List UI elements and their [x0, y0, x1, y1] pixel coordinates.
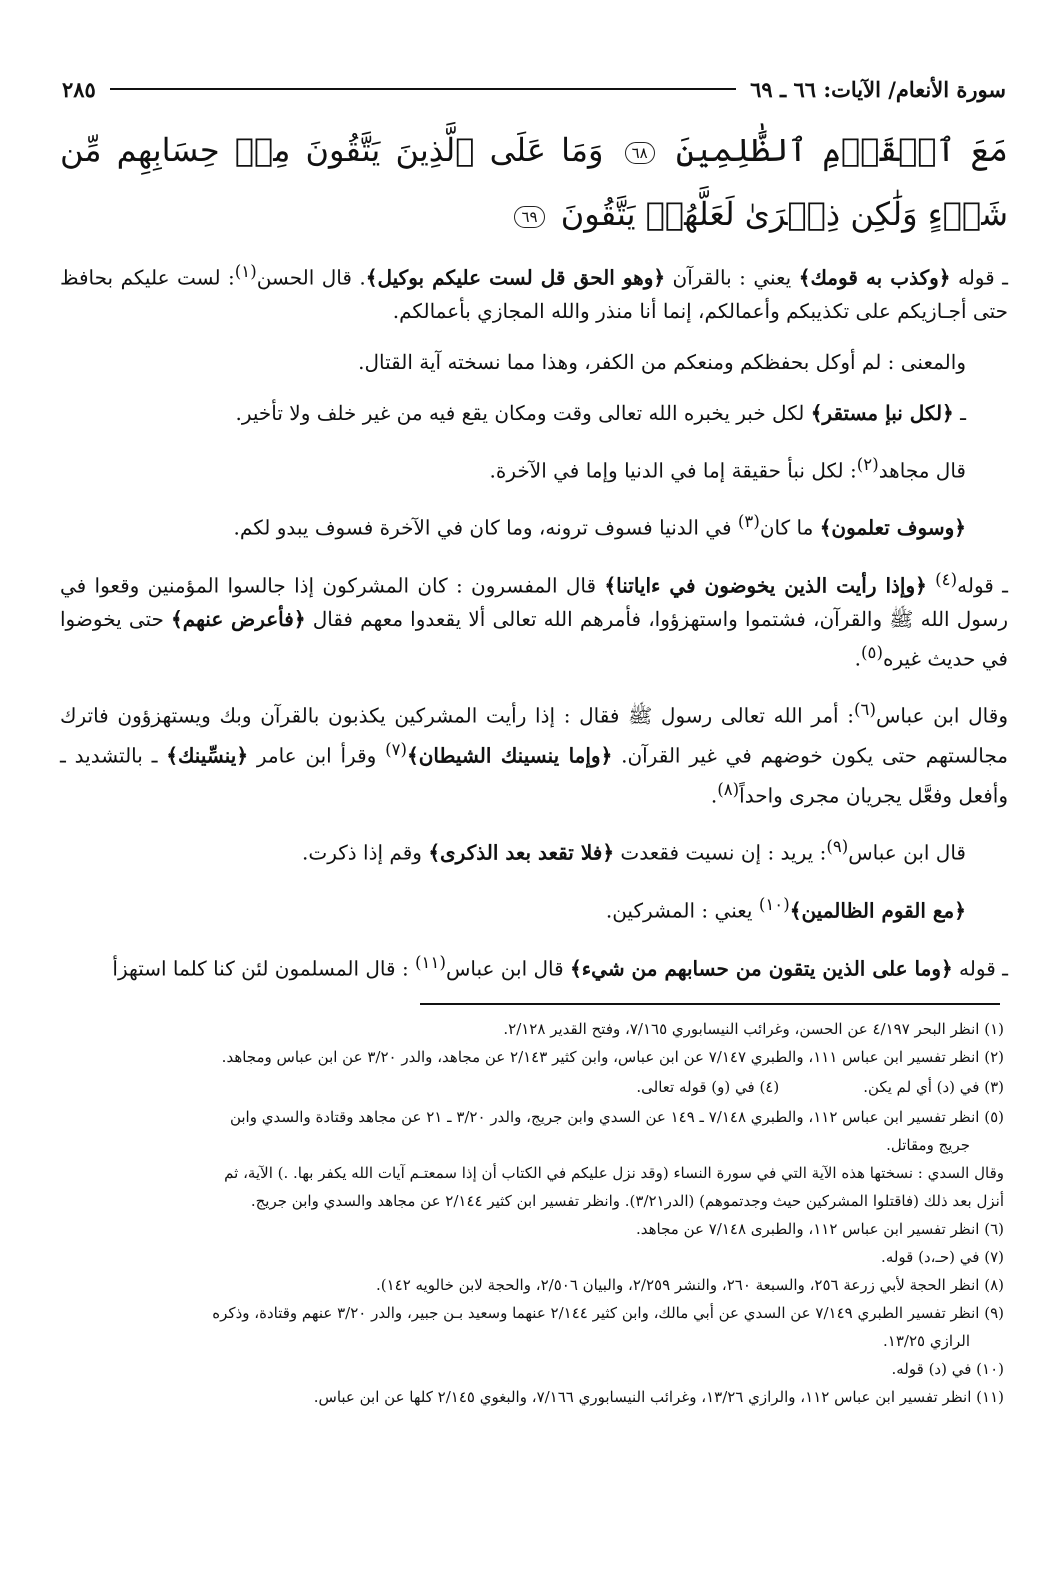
text: : قال المسلمون لئن كنا كلما استهزأ: [112, 956, 416, 981]
text: يعني : المشركين.: [605, 898, 759, 923]
paragraph: [60, 830, 1008, 870]
quoted-verse: ﴿فأعرض عنهم﴾: [171, 606, 306, 631]
text: .: [710, 783, 718, 808]
text: وقرأ ابن عامر: [248, 743, 386, 768]
footnote-ref: (٨): [717, 779, 740, 799]
quoted-verse: ﴿ينسِّينك﴾: [166, 743, 249, 768]
footnote: (٨) انظر الحجة لأبي زرعة ٢٥٦، والسبعة ٢٦٠، والنشر ٢/٢٥٩، والبيان ٢/٥٠٦، والحجة لابن خالويه ١٤٢).: [375, 1276, 1004, 1294]
text: ـ: [953, 400, 966, 425]
surah-title: سورة الأنعام/ الآيات: ٦٦ ـ ٦٩: [750, 76, 1006, 102]
text: قال ابن عباس: [848, 840, 966, 865]
text: لكل خبر يخبره الله تعالى وقت ومكان يقع فيه من غير خلف ولا تأخير.: [235, 400, 811, 425]
quoted-verse: ﴿وسوف تعلمون﴾: [819, 515, 966, 540]
footnote: (١٠) في (د) قوله.: [891, 1360, 1004, 1378]
footnote-ref: (١١): [415, 952, 446, 972]
footnote-ref: (٩): [826, 837, 849, 857]
text: في الدنيا فسوف ترونه، وما كان في الآخرة فسوف يبدو لكم.: [233, 515, 738, 540]
footnote-ref: (٢): [856, 454, 879, 474]
text: : يريد : إن نسيت فقعدت: [614, 840, 827, 865]
footnote-ref: (١٠): [758, 894, 790, 914]
text: وقم إذا ذكرت.: [302, 840, 429, 865]
footnote: (٢) انظر تفسير ابن عباس ١١١، والطبري ٧/١٤٧ عن ابن عباس، وابن كثير ٢/١٤٣ عن مجاهد، والدر ٣/٢٠ عن ابن عباس ومجاهد.: [221, 1048, 1004, 1066]
text: ما كان: [759, 515, 820, 540]
paragraph: [60, 397, 1008, 430]
footnote-ref: (٥): [861, 642, 883, 662]
quoted-verse: ﴿وإذا رأيت الذين يخوضون في ءاياتنا﴾: [604, 573, 927, 598]
quoted-verse: ﴿وكذب به قومك﴾: [798, 265, 951, 290]
text: قال المفسرون : كان المشركون إذا جالسوا المؤمنين وقعوا في رسول الله ﷺ والقرآن، فشتموا واستهزؤوا، فأمرهم الله تعالى ألا يقعدوا معهم فقال: [60, 573, 1009, 631]
quoted-verse: ﴿فلا تقعد بعد الذكرى﴾: [428, 840, 615, 865]
text: : أمر الله تعالى رسول ﷺ فقال : إذا رأيت المشركين يكذبون بالقرآن وبك ويستهزؤون فاترك مجالستهم حتى يكون خوضهم في غير القرآن.: [60, 703, 1008, 768]
footnote: (٩) انظر تفسير الطبري ٧/١٤٩ عن السدي عن أبي مالك، وابن كثير ٢/١٤٤ عنهما وسعيد بـن جبير، والدر ٣/٢٠ عنهم وقتادة، وذكره: [212, 1304, 1004, 1322]
footnote-separator: [420, 1003, 1000, 1005]
text: ـ بالتشديد ـ وأفعل وفعَّل يجريان مجرى واحداً: [60, 743, 1008, 808]
verse-text: وَمَا عَلَى ٱلَّذِينَ يَتَّقُونَ مِنۡ حِسَابِهِم مِّن شَيۡءٍ وَلَٰكِن ذِكۡرَىٰ لَعَلَّهُمۡ يَتَّقُونَ: [60, 131, 1008, 233]
quoted-verse: ﴿وهو الحق قل لست عليكم بوكيل﴾: [365, 265, 666, 290]
footnote-ref: (٧): [385, 739, 408, 759]
paragraph: [60, 448, 1008, 488]
footnote-continuation: جريج ومقاتل.: [886, 1136, 970, 1154]
quoted-verse: ﴿وما على الذين يتقون من حسابهم من شيء﴾: [570, 956, 953, 981]
footnote: (٣) في (د) أي لم يكن.: [863, 1078, 1004, 1096]
footnote: (٥) انظر تفسير ابن عباس ١١٢، والطبري ٧/١٤٨ ـ ١٤٩ عن السدي وابن جريج، والدر ٣/٢٠ ـ ٢١ عن مجاهد وقتادة والسدي وابن: [229, 1108, 1004, 1126]
text: يعني : بالقرآن: [665, 265, 799, 290]
paragraph: [60, 255, 1008, 328]
paragraph: [60, 505, 1008, 545]
text: .: [854, 646, 862, 671]
page-number: ٢٨٥: [62, 76, 96, 102]
paragraph: [60, 888, 1008, 928]
footnotes-section: [60, 1014, 1008, 1412]
ayah-number-marker: ٦٨: [625, 142, 655, 164]
text: والمعنى : لم أوكل بحفظكم ومنعكم من الكفر، وهذا مما نسخته آية القتال.: [358, 349, 966, 374]
footnote: (٤) في (و) قوله تعالى.: [636, 1078, 780, 1096]
text: قال ابن عباس: [445, 956, 571, 981]
text: قال مجاهد: [878, 458, 966, 483]
footnote: (١) انظر البحر ٤/١٩٧ عن الحسن، وغرائب النيسابوري ٧/١٦٥، وفتح القدير ٢/١٢٨.: [503, 1020, 1004, 1038]
footnote-row: [60, 1072, 1008, 1102]
paragraph: [60, 693, 1008, 812]
footnote-continuation: وقال السدي : نسختها هذه الآية التي في سورة النساء (وقد نزل عليكم في الكتاب أن إذا سمعتـم آيات الله يكفر بها. .) الآية، ثم: [224, 1164, 1004, 1182]
paragraph: [60, 946, 1008, 986]
paragraph: [60, 346, 1008, 379]
text: : لست عليكم بحافظ حتى أجـازيكم على تكذيبكم وأعمالكم، إنما أنا منذر والله المجازي بأعمالكم.: [60, 265, 1008, 323]
text: وقال ابن عباس: [875, 703, 1008, 728]
footnote-ref: (١): [234, 262, 257, 281]
quran-verse-block: [60, 118, 1008, 246]
quoted-verse: ﴿لكل نبإ مستقر﴾: [810, 400, 954, 425]
page-header: [62, 72, 1006, 106]
footnote: (٧) في (حـ،د) قوله.: [881, 1248, 1004, 1266]
text: : لكل نبأ حقيقة إما في الدنيا وإما في الآخرة.: [489, 458, 857, 483]
footnote: (١١) انظر تفسير ابن عباس ١١٢، والرازي ١٣/٢٦، وغرائب النيسابوري ٧/١٦٦، والبغوي ٢/١٤٥ كلها عن ابن عباس.: [313, 1388, 1004, 1406]
text: ـ قوله: [952, 956, 1008, 981]
footnote-continuation: أنزل بعد ذلك (فاقتلوا المشركين حيث وجدتموهم) (الدر٣/٢١). وانظر تفسير ابن كثير ٢/١٤٤ عن مجاهد والسدي وابن جريج.: [250, 1192, 1004, 1210]
text: ـ قوله: [957, 573, 1009, 598]
footnote-ref: (٣): [737, 512, 760, 532]
verse-text: مَعَ ٱلۡقَوۡمِ ٱلظَّٰلِمِينَ: [675, 131, 1009, 169]
quoted-verse: ﴿وإما ينسينك الشيطان﴾: [407, 743, 613, 768]
footnote-ref: (٦): [854, 700, 876, 720]
text: حتى يخوضوا في حديث غيره: [60, 606, 1008, 671]
quoted-verse: ﴿مع القوم الظالمين﴾: [789, 898, 966, 923]
footnote: (٦) انظر تفسير ابن عباس ١١٢، والطبرى ٧/١٤٨ عن مجاهد.: [635, 1220, 1004, 1238]
text: . قال الحسن: [256, 265, 366, 290]
footnote-ref: (٤): [935, 569, 958, 589]
ayah-number-marker: ٦٩: [514, 206, 544, 228]
header-rule: [110, 88, 736, 90]
paragraph: [60, 563, 1008, 675]
commentary-body: [60, 255, 1008, 1003]
text: [927, 574, 935, 598]
footnote-continuation: الرازي ١٣/٢٥.: [883, 1332, 970, 1350]
text: ـ قوله: [950, 265, 1009, 290]
